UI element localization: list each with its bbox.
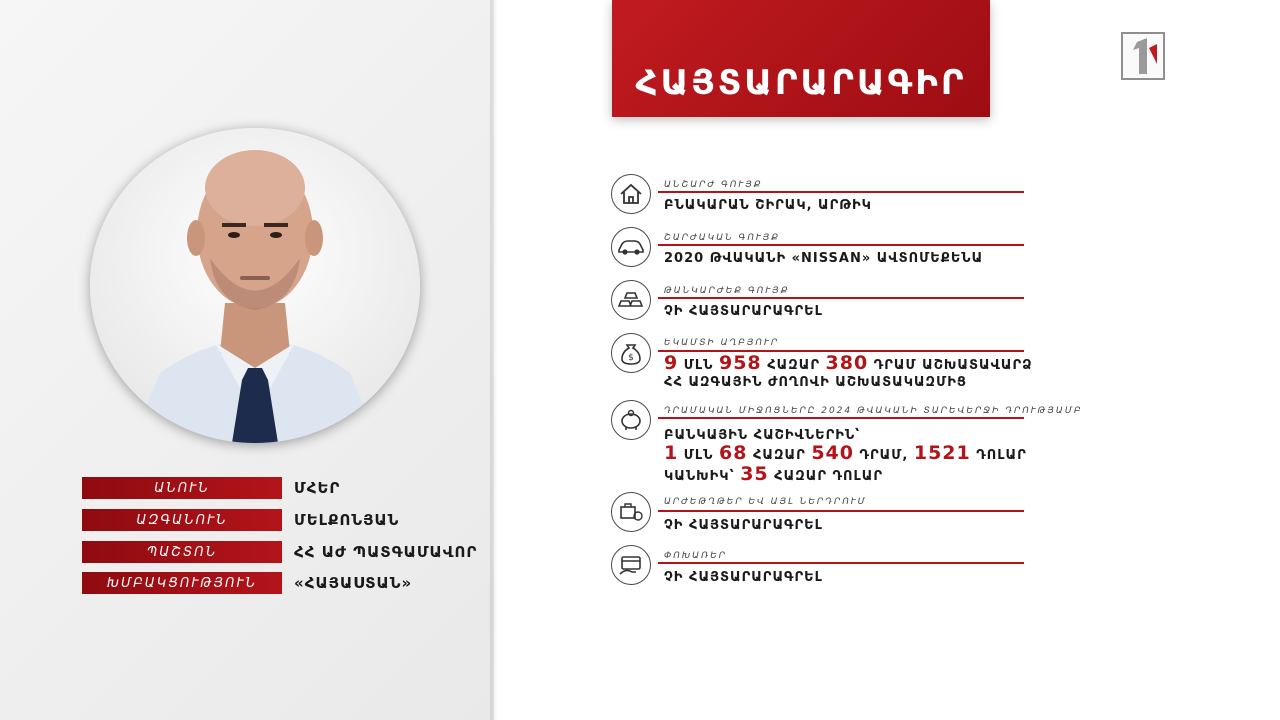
panel-divider bbox=[490, 0, 498, 720]
gold-bars-icon bbox=[611, 280, 651, 320]
cash-caption: ԴՐԱՄԱԿԱՆ ՄԻՋՈՑՆԵՐԸ 2024 ԹՎԱԿԱՆԻ ՏԱՐԵՎԵՐՋԻ ԴՐՈՒԹՅԱՄԲ bbox=[664, 406, 1083, 416]
securities-caption: ԱՐԺԵԹՂԹԵՐ ԵՎ ԱՅԼ ՆԵՐԴՐՈՒՄ bbox=[664, 497, 867, 507]
name-value: ՄՀԵՐ bbox=[294, 479, 341, 497]
cash-value-line2 bbox=[664, 442, 1027, 464]
cash-value-line3 bbox=[664, 463, 883, 485]
movable-divider bbox=[658, 244, 1024, 246]
surname-value: ՄԵԼՔՈՆՅԱՆ bbox=[294, 511, 400, 529]
cash-number-2: 68 bbox=[718, 442, 748, 464]
channel-logo bbox=[1121, 32, 1165, 80]
house-icon bbox=[611, 174, 651, 214]
position-label: ՊԱՇՏՈՆ bbox=[82, 541, 282, 563]
income-text-1: ՄԼՆ bbox=[683, 358, 714, 373]
faction-label: ԽՄԲԱԿՑՈՒԹՅՈՒՆ bbox=[82, 572, 282, 594]
cash-number-5: 35 bbox=[740, 463, 769, 485]
movable-value: 2020 ԹՎԱԿԱՆԻ «NISSAN» ԱՎՏՈՄԵՔԵՆԱ bbox=[664, 251, 984, 266]
faction-value: «ՀԱՅԱՍՏԱՆ» bbox=[294, 574, 413, 592]
valuables-value: ՉԻ ՀԱՅՏԱՐԱՐԱԳՐԵԼ bbox=[664, 304, 823, 319]
cash-text-2: ՀԱԶԱՐ bbox=[752, 448, 806, 463]
income-number-3: 380 bbox=[825, 352, 869, 374]
piggy-bank-icon bbox=[611, 400, 651, 440]
valuables-divider bbox=[658, 297, 1024, 299]
income-number-2: 958 bbox=[718, 352, 762, 374]
movable-caption: ՇԱՐԺԱԿԱՆ ԳՈՒՅՔ bbox=[664, 233, 781, 243]
car-icon bbox=[611, 227, 651, 267]
loans-caption: ՓՈԽԱՌԵՐ bbox=[664, 551, 728, 561]
income-caption: ԵԿԱՄՏԻ ԱՂԲՅՈՒՐ bbox=[664, 338, 780, 348]
cash-value-line1: ԲԱՆԿԱՅԻՆ ՀԱՇԻՎՆԵՐԻՆ՝ bbox=[664, 428, 861, 443]
page-title: ՀԱՅՏԱՐԱՐԱԳԻՐ bbox=[635, 63, 967, 103]
svg-text:$: $ bbox=[628, 353, 634, 363]
channel-one-logo-icon bbox=[1123, 34, 1163, 78]
money-bag-icon bbox=[611, 333, 651, 373]
surname-label: ԱԶԳԱՆՈՒՆ bbox=[82, 509, 282, 531]
income-text-2: ՀԱԶԱՐ bbox=[767, 358, 820, 373]
title-banner bbox=[612, 0, 990, 117]
cash-text-3: ԴՐԱՄ, bbox=[859, 448, 909, 463]
income-value-line1 bbox=[664, 352, 1033, 374]
name-label: ԱՆՈՒՆ bbox=[82, 477, 282, 499]
cash-divider bbox=[658, 417, 1024, 419]
cash-number-1: 1 bbox=[664, 442, 679, 464]
income-value-line2: ՀՀ ԱԶԳԱՅԻՆ ԺՈՂՈՎԻ ԱՇԽԱՏԱԿԱԶՄԻՑ bbox=[664, 375, 967, 390]
cash-text-4: ԴՈԼԱՐ bbox=[976, 448, 1027, 463]
income-text-3: ԴՐԱՄ ԱՇԽԱՏԱՎԱՐՁ bbox=[873, 358, 1033, 373]
person-silhouette-icon bbox=[90, 128, 420, 443]
cash-number-3: 540 bbox=[811, 442, 854, 464]
cash-text-5: ՀԱԶԱՐ ԴՈԼԱՐ bbox=[774, 469, 883, 484]
cash-text-1: ՄԼՆ bbox=[683, 448, 714, 463]
real-estate-value: ԲՆԱԿԱՐԱՆ ՇԻՐԱԿ, ԱՐԹԻԿ bbox=[664, 198, 872, 213]
loans-divider bbox=[658, 562, 1024, 564]
real-estate-divider bbox=[658, 191, 1024, 193]
loans-value: ՉԻ ՀԱՅՏԱՐԱՐԱԳՐԵԼ bbox=[664, 570, 823, 585]
securities-value: ՉԻ ՀԱՅՏԱՐԱՐԱԳՐԵԼ bbox=[664, 518, 823, 533]
securities-divider bbox=[658, 510, 1024, 512]
cash-text-cash-label: ԿԱՆԽԻԿ՝ bbox=[664, 469, 735, 484]
position-value: ՀՀ ԱԺ ՊԱՏԳԱՄԱՎՈՐ bbox=[294, 543, 478, 561]
cash-number-4: 1521 bbox=[913, 442, 971, 464]
income-number-1: 9 bbox=[664, 352, 679, 374]
securities-icon bbox=[611, 492, 651, 532]
portrait-photo bbox=[90, 128, 420, 443]
valuables-caption: ԹԱՆԿԱՐԺԵՔ ԳՈՒՅՔ bbox=[664, 286, 790, 296]
card-loan-icon bbox=[611, 545, 651, 585]
real-estate-caption: ԱՆՇԱՐԺ ԳՈՒՅՔ bbox=[664, 180, 763, 190]
